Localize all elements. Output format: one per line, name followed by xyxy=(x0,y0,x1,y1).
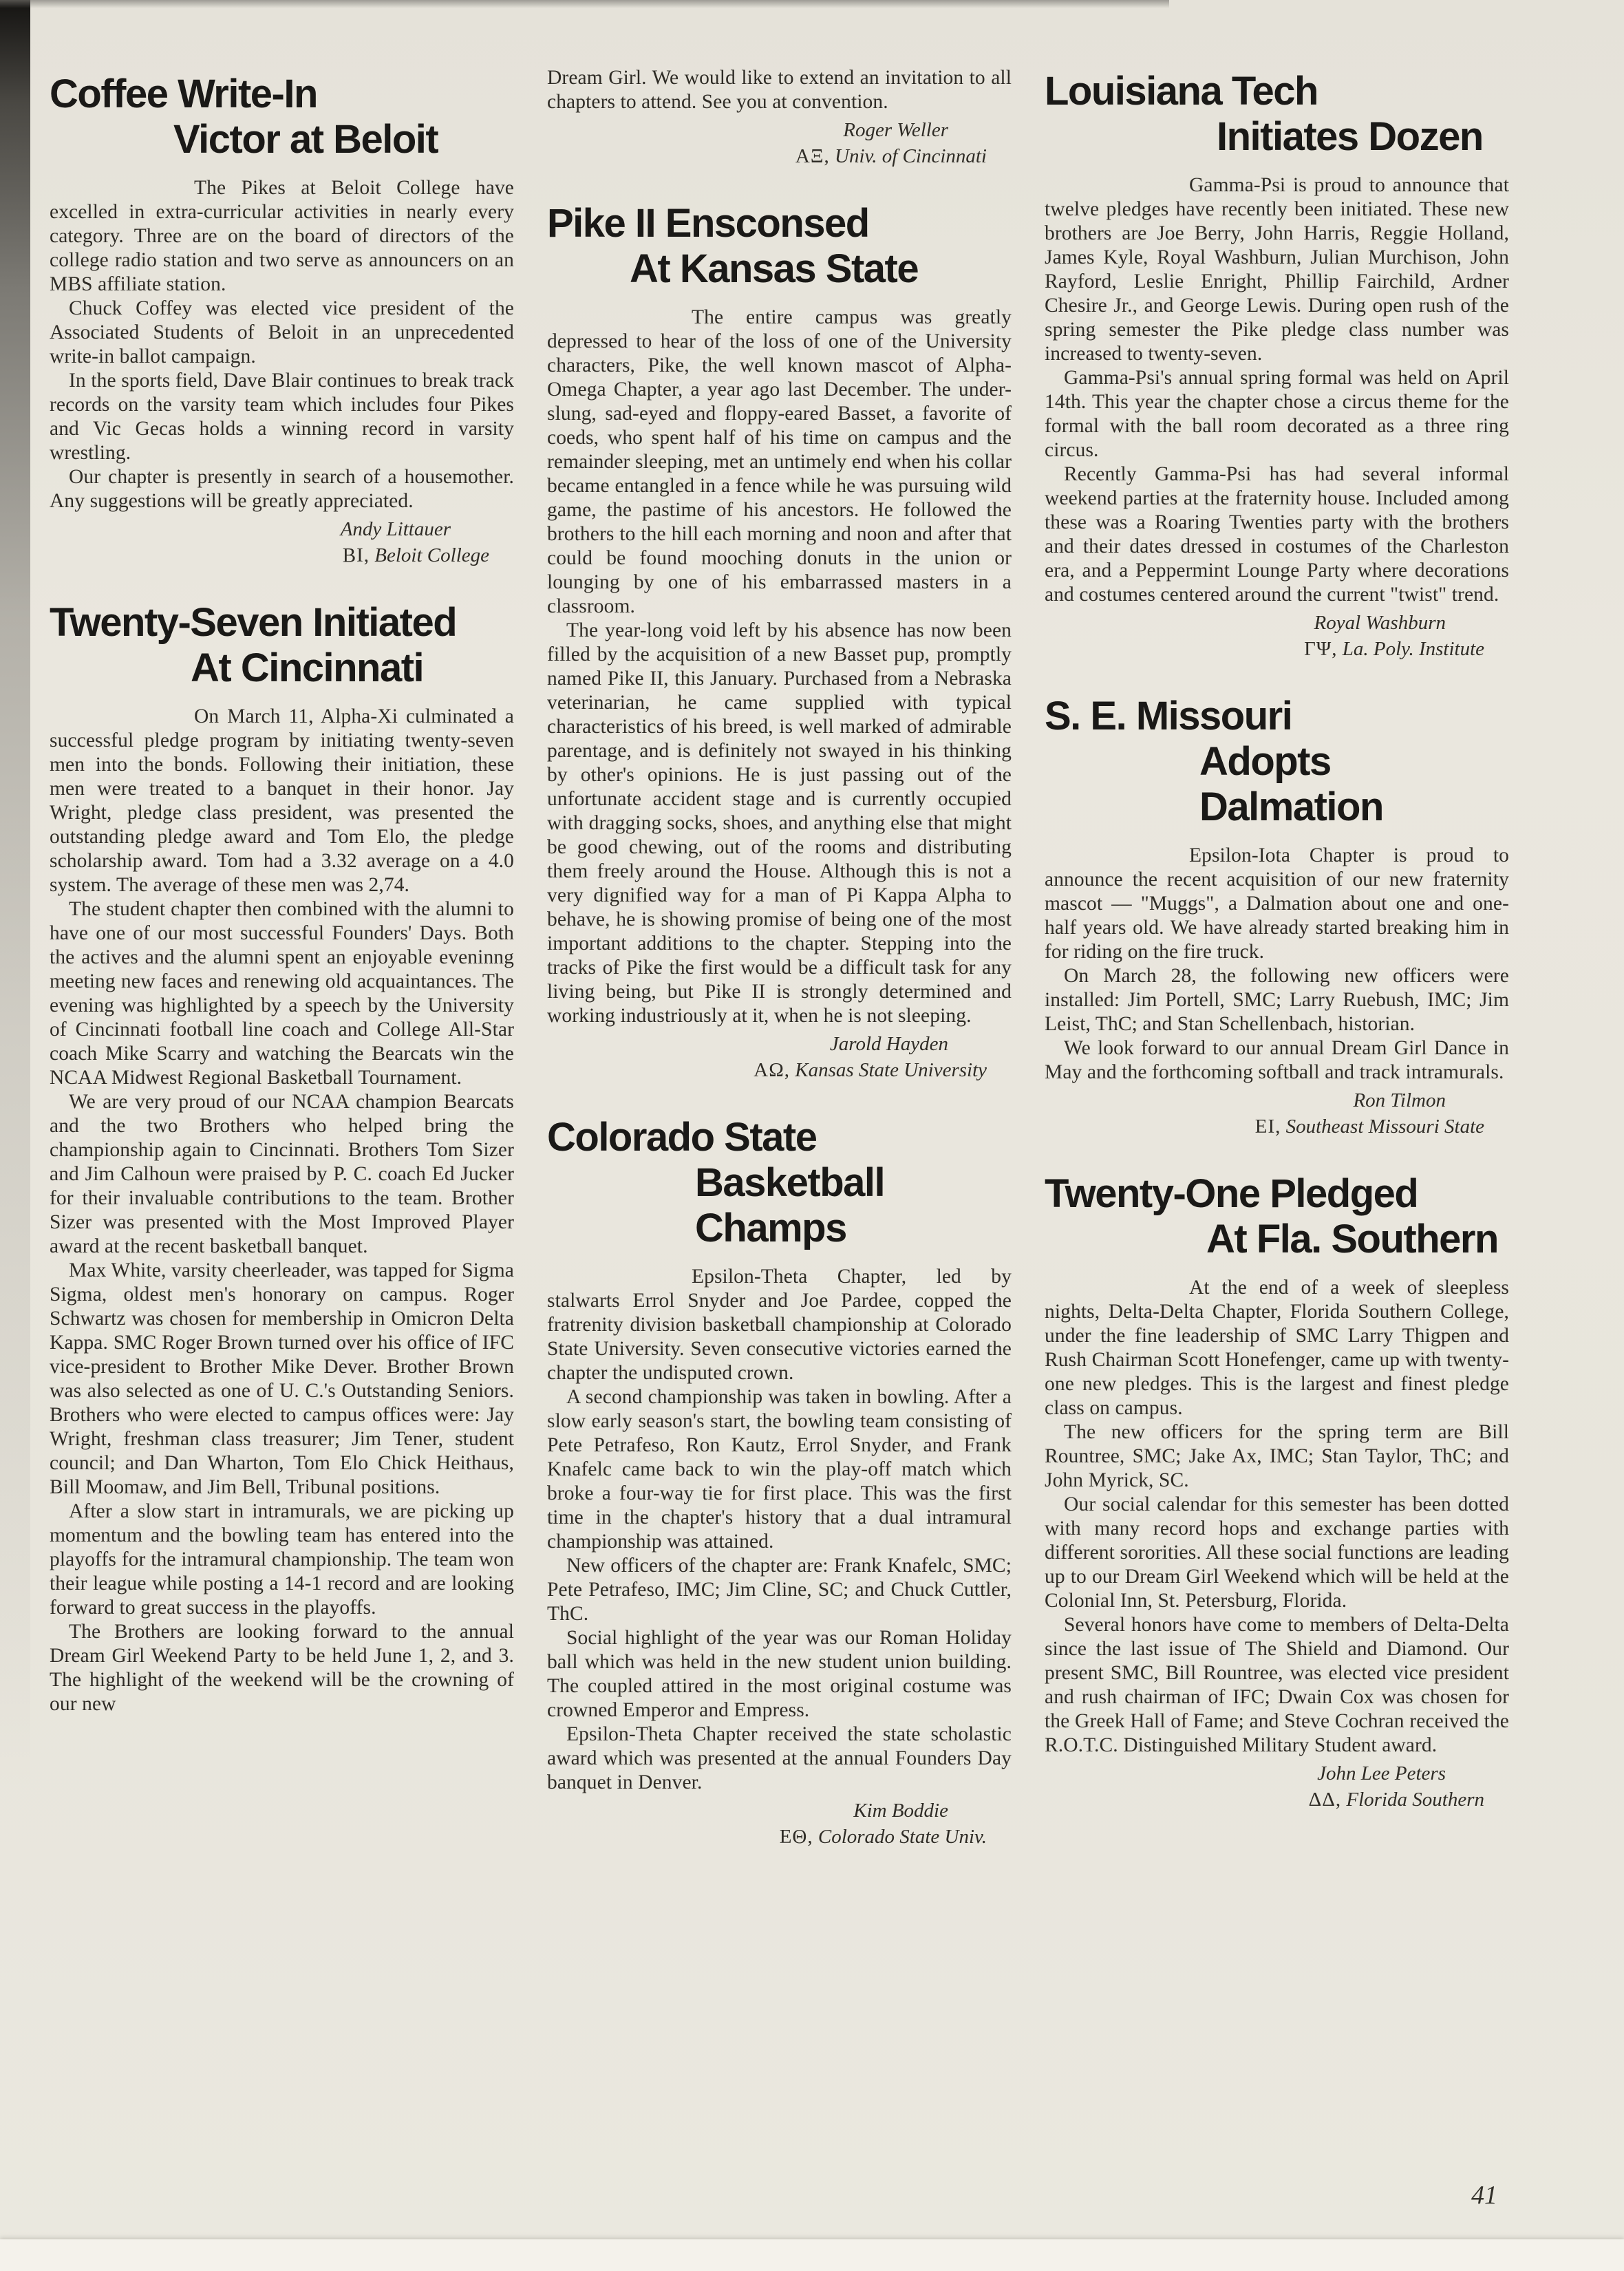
signature-name: Roger Weller xyxy=(843,119,948,141)
school-name: Univ. of Cincinnati xyxy=(835,145,987,167)
page-number: 41 xyxy=(1471,2181,1497,2210)
column-2 xyxy=(547,0,1012,1857)
signature-name: John Lee Peters xyxy=(1317,1762,1446,1784)
body-paragraph: The new officers for the spring term are Bill Rountree, SMC; Jake Ax, IMC; Stan Taylor, ThC; and John Myrick, SC. xyxy=(1045,1421,1509,1491)
body-paragraph: The student chapter then combined with the alumni to have one of our most successful Founders' Days. Both the actives and the alumni spent an enjoyable eveninng meeting new faces and renewing old acquaintances. The evening was highlighted by a speech by the University of Cincinnati football line coach and College All-Star coach Mike Scarry and watching the Bearcats win the NCAA Midwest Regional Basketball Tournament. xyxy=(50,898,514,1089)
school-name: La. Poly. Institute xyxy=(1342,638,1484,660)
article-title-line: Colorado State xyxy=(547,1115,817,1160)
body-paragraph: After a slow start in intramurals, we are picking up momentum and the bowling team has entered into the playoffs for the intramural championship. The team won their league while posting a 14-1 record and are looking forward to great success in the playoffs. xyxy=(50,1500,514,1619)
article-title-line: Louisiana Tech xyxy=(1045,69,1318,114)
school-name: Florida Southern xyxy=(1346,1789,1484,1811)
body-paragraph: The Brothers are looking forward to the annual Dream Girl Weekend Party to be held June 1, 2, and 3. The highlight of the weekend will be the crowning of our new xyxy=(50,1621,514,1715)
article-title-line: Coffee Write-In xyxy=(50,72,317,116)
column-1 xyxy=(50,0,514,1857)
signature xyxy=(547,117,987,169)
school-name: Kansas State University xyxy=(795,1059,987,1081)
body-paragraph: The entire campus was greatly depressed to hear of the loss of one of the University characters, Pike, the well known mascot of Alpha-Omega Chapter, a year ago last December. The under-slung, sad-eyed and floppy-eared Basset, a favorite of coeds, who spent half of his time on campus and the remainder sleeping, met an untimely end when his collar became entangled in a fence while he was pursuing wild game, the pastime of his ancestors. He followed the brothers to the hill each morning and noon and after that could be found mooching donuts in the union or lounging by one of his embarrassed masters in a classroom. xyxy=(547,306,1012,617)
article-louisiana-tech xyxy=(1045,69,1509,662)
body-paragraph: The Pikes at Beloit College have excelled in extra-curricular activities in nearly every category. Three are on the board of directors of the college radio station and two serve as announcers on an MBS affiliate station. xyxy=(50,177,514,295)
body-paragraph: The year-long void left by his absence has now been filled by the acquisition of a new Basset pup, promptly named Pike II, this January. Purchased from a Nebraska veterinarian, he came supplied with typical characteristics of his breed, is well marked of admirable parentage, and is definitely not swayed in his thinking by other's opinions. He is just passing out of the unfortunate accident stage and is currently occupied with dragging socks, shoes, and anything else that might be good chewing, out of the rooms and distributing them freely around the House. Although this is not a very dignified way for a man of Pi Kappa Alpha to behave, he is showing promise of being one of the most important additions to the chapter. Stepping into the tracks of Pike the first would be a difficult task for any living being, but Pike II is strongly determined and working industriously at it, when he is not sleeping. xyxy=(547,619,1012,1027)
body-paragraph: Epsilon-Theta Chapter, led by stalwarts Errol Snyder and Joe Pardee, copped the fratrenity division basketball championship at Colorado State University. Seven consecutive victories earned the chapter the undisputed crown. xyxy=(547,1266,1012,1384)
signature-affiliation xyxy=(1045,636,1484,662)
body-paragraph: Dream Girl. We would like to extend an invitation to all chapters to attend. See you at convention. xyxy=(547,67,1012,113)
signature-affiliation xyxy=(547,1824,987,1850)
body-paragraph: Max White, varsity cheerleader, was tapped for Sigma Sigma, oldest men's honorary on campus. Roger Schwartz was chosen for membership in Omicron Delta Kappa. SMC Roger Brown turned over his office of IFC vice-president to Brother Mike Dever. Brother Brown was also selected as one of U. C.'s Outstanding Seniors. Brothers who were elected to campus offices were: Jay Wright, freshman class treasurer; Jim Tener, student council; and Dan Wharton, Tom Elo Chick Heithaus, Bill Moomaw, and Jim Bell, Tribunal positions. xyxy=(50,1259,514,1498)
body-paragraph: On March 28, the following new officers were installed: Jim Portell, SMC; Larry Ruebush, IMC; Jim Leist, ThC; and Stan Schellenbach, historian. xyxy=(1045,965,1509,1035)
scan-edge-bottom-band xyxy=(0,2239,1624,2271)
body-paragraph: Our chapter is presently in search of a housemother. Any suggestions will be greatly appreciated. xyxy=(50,466,514,512)
signature-name: Jarold Hayden xyxy=(829,1033,948,1055)
body-paragraph: A second championship was taken in bowling. After a slow early season's start, the bowling team consisting of Pete Petrafeso, Ron Kautz, Errol Snyder, and Frank Knafelc came back to win the play-off match which broke a four-way tie for first place. This was the first time in the chapter's history that a dual intramural championship was attained. xyxy=(547,1386,1012,1553)
signature xyxy=(1045,610,1484,662)
article-title-line: At Fla. Southern xyxy=(1206,1217,1498,1261)
article-title xyxy=(1045,1171,1509,1262)
body-paragraph: Epsilon-Theta Chapter received the state scholastic award which was presented at the annual Founders Day banquet in Denver. xyxy=(547,1723,1012,1793)
article-title-line: S. E. Missouri xyxy=(1045,694,1292,738)
article-kansas-state xyxy=(547,201,1012,1083)
signature-name: Kim Boddie xyxy=(853,1800,948,1822)
column-3 xyxy=(1045,0,1509,1857)
body-paragraph: Epsilon-Iota Chapter is proud to announce the recent acquisition of our new fraternity mascot — "Muggs", a Dalmation about one and one-half years old. We have already started breaking him in for riding on the fire truck. xyxy=(1045,844,1509,963)
article-beloit xyxy=(50,72,514,568)
body-paragraph: On March 11, Alpha-Xi culminated a successful pledge program by initiating twenty-seven men into the bonds. Following their initiation, these men were treated to a banquet in their honor. Jay Wright, pledge class president, was presented the outstanding pledge award and Tom Elo, the pledge scholarship award. Tom had a 3.32 average on a 4.0 system. The average of these men was 2,74. xyxy=(50,705,514,896)
signature xyxy=(547,1031,987,1083)
chapter-letters: ΕΙ, xyxy=(1254,1116,1281,1138)
signature-affiliation xyxy=(1045,1787,1484,1813)
school-name: Beloit College xyxy=(374,544,489,566)
article-title-line: At Kansas State xyxy=(630,246,919,291)
signature-affiliation xyxy=(50,542,489,568)
signature-affiliation xyxy=(1045,1113,1484,1140)
article-title-line: Twenty-Seven Initiated xyxy=(50,600,457,645)
article-cincinnati xyxy=(50,600,514,1716)
article-title-line: At Cincinnati xyxy=(191,646,424,690)
signature-name: Ron Tilmon xyxy=(1353,1089,1446,1111)
article-title-line: Basketball Champs xyxy=(695,1160,885,1250)
signature-affiliation xyxy=(547,1057,987,1083)
article-colorado-state xyxy=(547,1115,1012,1850)
article-title xyxy=(547,201,1012,292)
chapter-letters: ΒΙ, xyxy=(342,544,370,566)
chapter-letters: ΕΘ, xyxy=(779,1826,813,1848)
article-title xyxy=(1045,694,1509,830)
body-paragraph: At the end of a week of sleepless nights, Delta-Delta Chapter, Florida Southern College, under the fine leadership of SMC Larry Thigpen and Rush Chairman Scott Honefenger, came up with twenty-one new pledges. This is the largest and finest pledge class on campus. xyxy=(1045,1277,1509,1419)
article-title xyxy=(50,72,514,162)
chapter-letters: ΑΩ, xyxy=(754,1059,791,1081)
body-paragraph: New officers of the chapter are: Frank Knafelc, SMC; Pete Petrafeso, IMC; Jim Cline, SC; and Chuck Cuttler, ThC. xyxy=(547,1555,1012,1625)
article-fla-southern xyxy=(1045,1171,1509,1813)
body-paragraph: Chuck Coffey was elected vice president of the Associated Students of Beloit in an unprecedented write-in ballot campaign. xyxy=(50,297,514,367)
chapter-letters: ΔΔ, xyxy=(1308,1789,1342,1811)
article-se-missouri xyxy=(1045,694,1509,1140)
article-title-line: Adopts Dalmation xyxy=(1199,739,1383,829)
body-paragraph: Gamma-Psi's annual spring formal was held on April 14th. This year the chapter chose a circus theme for the formal with the ball room decorated as a three ring circus. xyxy=(1045,367,1509,461)
body-paragraph: In the sports field, Dave Blair continues to break track records on the varsity team which includes four Pikes and Vic Gecas holds a winning record in varsity wrestling. xyxy=(50,370,514,464)
article-cincinnati-cont xyxy=(547,66,1012,169)
chapter-letters: ΓΨ, xyxy=(1304,638,1338,660)
article-title-line: Twenty-One Pledged xyxy=(1045,1171,1418,1216)
body-paragraph: Social highlight of the year was our Roman Holiday ball which was held in the new student union building. The coupled attired in the most original costume was crowned Emperor and Empress. xyxy=(547,1627,1012,1721)
school-name: Colorado State Univ. xyxy=(818,1826,987,1848)
article-title xyxy=(1045,69,1509,160)
signature xyxy=(50,516,489,568)
article-title xyxy=(547,1115,1012,1251)
body-paragraph: Gamma-Psi is proud to announce that twelve pledges have recently been initiated. These new brothers are Joe Berry, John Harris, Reggie Holland, James Kyle, Royal Washburn, Julian Murchison, John Rayford, Leslie Enright, Phillip Fairchild, Ardner Chesire Jr., and George Lewis. During open rush of the spring semester the Pike pledge class number was increased to twenty-seven. xyxy=(1045,174,1509,365)
body-paragraph: We look forward to our annual Dream Girl Dance in May and the forthcoming softball and track intramurals. xyxy=(1045,1037,1509,1083)
school-name: Southeast Missouri State xyxy=(1285,1116,1484,1138)
body-paragraph: We are very proud of our NCAA champion Bearcats and the two Brothers who helped bring the championship again to Cincinnati. Brothers Tom Sizer and Jim Calhoun were praised by P. C. coach Ed Jucker for their invaluable contributions to the team. Brother Sizer was presented with the Most Improved Player award at the recent basketball banquet. xyxy=(50,1091,514,1257)
body-paragraph: Several honors have come to members of Delta-Delta since the last issue of The Shield and Diamond. Our present SMC, Bill Rountree, was elected vice president and rush chairman of IFC; Dwain Cox was chosen for the Greek Hall of Fame; and Steve Cochran received the R.O.T.C. Distinguished Military Student award. xyxy=(1045,1614,1509,1756)
signature-affiliation xyxy=(547,143,987,169)
signature xyxy=(547,1798,987,1850)
body-paragraph: Recently Gamma-Psi has had several informal weekend parties at the fraternity house. Included among these was a Roaring Twenties party with the brothers and their dates dressed in costumes of the Charleston era, and a Peppermint Lounge Party where decorations and costumes centered around the current "twist" trend. xyxy=(1045,463,1509,606)
body-paragraph: Our social calendar for this semester has been dotted with many record hops and exchange parties with different sororities. All these social functions are leading up to our Dream Girl Weekend which will be held at the Colonial Inn, St. Petersburg, Florida. xyxy=(1045,1493,1509,1612)
article-title-line: Victor at Beloit xyxy=(173,117,438,162)
signature xyxy=(1045,1760,1484,1813)
signature-name: Royal Washburn xyxy=(1314,612,1446,634)
article-title xyxy=(50,600,514,691)
signature xyxy=(1045,1087,1484,1140)
article-title-line: Initiates Dozen xyxy=(1217,114,1483,159)
article-title-line: Pike II Ensconsed xyxy=(547,201,869,246)
signature-name: Andy Littauer xyxy=(340,518,451,540)
chapter-letters: ΑΞ, xyxy=(795,145,830,167)
